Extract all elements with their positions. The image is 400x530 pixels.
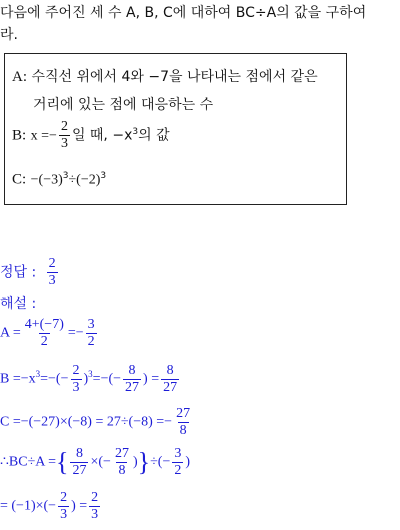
condition-b-label: B: (12, 127, 27, 144)
fraction-numerator: 2 (91, 490, 99, 505)
fraction-numerator: 2 (60, 490, 68, 505)
step-b-fraction-2 (123, 364, 141, 395)
step-a-result (86, 318, 97, 349)
step-b-result (161, 364, 179, 395)
condition-c-text-2: ÷(−2) (68, 172, 101, 188)
step-final-fraction-3 (172, 447, 183, 478)
condition-b-fraction (59, 120, 70, 151)
solution-step-final (0, 447, 190, 478)
fraction-denominator: 3 (60, 507, 68, 522)
answer (0, 257, 60, 288)
solution-step-b (0, 364, 181, 395)
step-result-mid: ) = (71, 498, 88, 514)
fraction-denominator: 3 (48, 273, 56, 288)
condition-b-suffix-1: 일 때, −x (71, 127, 133, 144)
fraction-numerator: 27 (176, 406, 191, 421)
fraction-denominator: 2 (40, 334, 48, 349)
fraction-denominator: 2 (174, 463, 182, 478)
step-a-fraction (23, 318, 66, 349)
fraction-numerator: 2 (72, 363, 80, 378)
right-brace: } (137, 447, 151, 477)
fraction-numerator: 27 (114, 446, 129, 461)
condition-c-label: C: (12, 171, 27, 188)
answer-label: 정답 : (0, 264, 37, 281)
condition-box (4, 53, 347, 205)
condition-b-suffix-2: 의 값 (138, 127, 170, 144)
step-a-lhs: A = (0, 325, 21, 341)
fraction-denominator: 8 (118, 463, 126, 478)
condition-b-prefix: x =− (30, 128, 57, 144)
fraction-denominator: 8 (179, 423, 187, 438)
step-result-fraction-1 (58, 491, 69, 522)
step-final-paren: ) (132, 454, 138, 470)
question-line-1: 다음에 주어진 세 수 A, B, C에 대하여 BC÷A의 값을 구하여 (0, 5, 367, 21)
step-b-eq-1: =−(− (40, 371, 69, 387)
fraction-numerator: 8 (75, 446, 83, 461)
condition-a-text-1: 수직선 위에서 4와 −7을 나타내는 점에서 같은 (31, 69, 318, 85)
condition-b (12, 120, 170, 151)
exponent: 3 (62, 171, 69, 181)
fraction-denominator: 2 (87, 334, 95, 349)
fraction-numerator: 8 (166, 363, 174, 378)
fraction-numerator: 3 (87, 317, 95, 332)
step-final-fraction-1 (70, 447, 88, 478)
step-final-mid-2: ÷(− (150, 454, 171, 470)
step-c-result (174, 407, 192, 438)
fraction-denominator: 3 (91, 507, 99, 522)
exponent: 3 (35, 369, 41, 380)
condition-c (12, 171, 106, 189)
solution-step-c (0, 407, 194, 438)
question-text (0, 2, 400, 46)
step-b-eq-2: =−(− (92, 371, 122, 387)
fraction-denominator: 3 (72, 380, 80, 395)
fraction-denominator: 27 (72, 463, 87, 478)
fraction-numerator: 2 (48, 256, 56, 271)
exponent: 3 (88, 369, 93, 380)
step-b-lhs: B =−x (0, 371, 36, 387)
exponent: 3 (132, 126, 139, 137)
fraction-numerator: 8 (128, 363, 136, 378)
step-result-lhs: = (−1)×(− (0, 498, 57, 514)
step-final-end: ) (185, 454, 191, 470)
step-final-mid-1: ×(− (90, 454, 111, 470)
step-a-mid: =− (67, 325, 84, 341)
fraction-denominator: 3 (60, 136, 68, 151)
condition-a (12, 66, 318, 86)
fraction-numerator: 4+(−7) (24, 317, 64, 332)
answer-fraction (47, 257, 58, 288)
condition-a-label: A: (12, 69, 27, 85)
fraction-numerator: 3 (174, 446, 182, 461)
step-final-fraction-2 (113, 447, 131, 478)
condition-a-text-2: 거리에 있는 점에 대응하는 수 (33, 97, 214, 113)
question-line-2: 라. (0, 27, 18, 43)
fraction-denominator: 27 (125, 380, 140, 395)
step-final-lhs: ∴BC÷A = (0, 454, 56, 470)
fraction-denominator: 27 (163, 380, 178, 395)
solution-label: 해설 : (0, 296, 37, 312)
left-brace: { (56, 447, 69, 477)
solution-step-result (0, 491, 102, 522)
exponent: 3 (100, 171, 107, 181)
fraction-numerator: 2 (60, 119, 68, 134)
condition-c-text-1: −(−3) (30, 172, 63, 188)
step-c-text: C =−(−27)×(−8) = 27÷(−8) =− (0, 414, 173, 430)
condition-a-continued (33, 94, 213, 114)
step-result-answer (89, 491, 100, 522)
solution-step-a (0, 318, 99, 349)
step-b-paren: ) (83, 371, 89, 387)
step-b-fraction-1 (71, 364, 82, 395)
step-b-eq-3: ) = (143, 371, 160, 387)
